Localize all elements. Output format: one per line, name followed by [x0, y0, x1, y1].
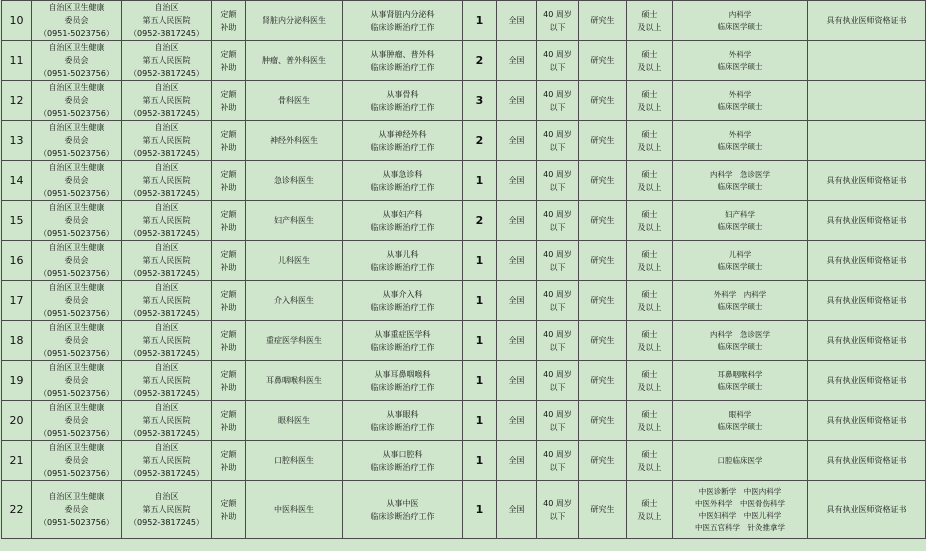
competent-department-cell: 自治区卫生健康 委员会 （0951-5023756）: [32, 81, 122, 121]
major-requirement-cell: 外科学 临床医学硕士: [673, 41, 808, 81]
funding-type-cell: 定额 补助: [212, 241, 246, 281]
age-requirement-cell: 40 周岁 以下: [537, 81, 579, 121]
major-requirement-cell: 外科学 临床医学硕士: [673, 121, 808, 161]
competent-department-cell: 自治区卫生健康 委员会 （0951-5023756）: [32, 121, 122, 161]
row-number: 21: [2, 441, 32, 481]
other-requirement-cell: [808, 81, 926, 121]
funding-type-cell: 定额 补助: [212, 161, 246, 201]
competent-department-cell: 自治区卫生健康 委员会 （0951-5023756）: [32, 321, 122, 361]
employer-unit-cell: 自治区 第五人民医院 （0952-3817245）: [122, 321, 212, 361]
hiring-count-cell: 1: [463, 1, 497, 41]
table-row: [2, 401, 926, 441]
major-requirement-cell: 口腔临床医学: [673, 441, 808, 481]
funding-type-cell: 定额 补助: [212, 481, 246, 539]
hiring-count-cell: 1: [463, 361, 497, 401]
degree-cell: 硕士 及以上: [627, 161, 673, 201]
position-duty-cell: 从事口腔科 临床诊断治疗工作: [343, 441, 463, 481]
row-number: 20: [2, 401, 32, 441]
employer-unit-cell: 自治区 第五人民医院 （0952-3817245）: [122, 241, 212, 281]
age-requirement-cell: 40 周岁 以下: [537, 401, 579, 441]
table-row: [2, 281, 926, 321]
employer-unit-cell: 自治区 第五人民医院 （0952-3817245）: [122, 361, 212, 401]
row-number: 17: [2, 281, 32, 321]
position-duty-cell: 从事重症医学科 临床诊断治疗工作: [343, 321, 463, 361]
degree-cell: 硕士 及以上: [627, 121, 673, 161]
position-name-cell: 眼科医生: [246, 401, 343, 441]
age-requirement-cell: 40 周岁 以下: [537, 441, 579, 481]
other-requirement-cell: 具有执业医师资格证书: [808, 161, 926, 201]
education-cell: 研究生: [579, 121, 627, 161]
table-row: [2, 361, 926, 401]
row-number: 14: [2, 161, 32, 201]
row-number: 18: [2, 321, 32, 361]
age-requirement-cell: 40 周岁 以下: [537, 241, 579, 281]
position-duty-cell: 从事儿科 临床诊断治疗工作: [343, 241, 463, 281]
major-requirement-cell: 中医诊断学 中医内科学 中医外科学 中医骨伤科学 中医妇科学 中医儿科学 中医五官科学 针灸推拿学: [673, 481, 808, 539]
other-requirement-cell: 具有执业医师资格证书: [808, 481, 926, 539]
age-requirement-cell: 40 周岁 以下: [537, 321, 579, 361]
education-cell: 研究生: [579, 481, 627, 539]
competent-department-cell: 自治区卫生健康 委员会 （0951-5023756）: [32, 481, 122, 539]
competent-department-cell: 自治区卫生健康 委员会 （0951-5023756）: [32, 41, 122, 81]
funding-type-cell: 定额 补助: [212, 41, 246, 81]
hiring-count-cell: 1: [463, 281, 497, 321]
employer-unit-cell: 自治区 第五人民医院 （0952-3817245）: [122, 401, 212, 441]
degree-cell: 硕士 及以上: [627, 361, 673, 401]
recruit-scope-cell: 全国: [497, 321, 537, 361]
competent-department-cell: 自治区卫生健康 委员会 （0951-5023756）: [32, 441, 122, 481]
employer-unit-cell: 自治区 第五人民医院 （0952-3817245）: [122, 161, 212, 201]
table-row: [2, 81, 926, 121]
degree-cell: 硕士 及以上: [627, 201, 673, 241]
hiring-count-cell: 2: [463, 121, 497, 161]
employer-unit-cell: 自治区 第五人民医院 （0952-3817245）: [122, 281, 212, 321]
recruit-scope-cell: 全国: [497, 1, 537, 41]
funding-type-cell: 定额 补助: [212, 281, 246, 321]
funding-type-cell: 定额 补助: [212, 1, 246, 41]
row-number: 16: [2, 241, 32, 281]
funding-type-cell: 定额 补助: [212, 441, 246, 481]
degree-cell: 硕士 及以上: [627, 1, 673, 41]
major-requirement-cell: 内科学 急诊医学 临床医学硕士: [673, 321, 808, 361]
major-requirement-cell: 外科学 内科学 临床医学硕士: [673, 281, 808, 321]
competent-department-cell: 自治区卫生健康 委员会 （0951-5023756）: [32, 1, 122, 41]
position-name-cell: 神经外科医生: [246, 121, 343, 161]
row-number: 11: [2, 41, 32, 81]
hiring-count-cell: 1: [463, 441, 497, 481]
education-cell: 研究生: [579, 41, 627, 81]
education-cell: 研究生: [579, 201, 627, 241]
table-row: [2, 41, 926, 81]
position-duty-cell: 从事神经外科 临床诊断治疗工作: [343, 121, 463, 161]
hiring-count-cell: 2: [463, 201, 497, 241]
position-duty-cell: 从事耳鼻咽喉科 临床诊断治疗工作: [343, 361, 463, 401]
education-cell: 研究生: [579, 321, 627, 361]
recruit-scope-cell: 全国: [497, 241, 537, 281]
position-duty-cell: 从事中医 临床诊断治疗工作: [343, 481, 463, 539]
position-name-cell: 耳鼻咽喉科医生: [246, 361, 343, 401]
hiring-count-cell: 1: [463, 161, 497, 201]
age-requirement-cell: 40 周岁 以下: [537, 481, 579, 539]
recruit-scope-cell: 全国: [497, 481, 537, 539]
other-requirement-cell: [808, 41, 926, 81]
age-requirement-cell: 40 周岁 以下: [537, 41, 579, 81]
position-name-cell: 口腔科医生: [246, 441, 343, 481]
recruit-scope-cell: 全国: [497, 201, 537, 241]
competent-department-cell: 自治区卫生健康 委员会 （0951-5023756）: [32, 201, 122, 241]
table-row: [2, 481, 926, 539]
funding-type-cell: 定额 补助: [212, 201, 246, 241]
hiring-count-cell: 1: [463, 241, 497, 281]
funding-type-cell: 定额 补助: [212, 121, 246, 161]
position-name-cell: 儿科医生: [246, 241, 343, 281]
position-duty-cell: 从事急诊科 临床诊断治疗工作: [343, 161, 463, 201]
hiring-count-cell: 3: [463, 81, 497, 121]
recruit-scope-cell: 全国: [497, 41, 537, 81]
funding-type-cell: 定额 补助: [212, 361, 246, 401]
table-row: [2, 201, 926, 241]
other-requirement-cell: 具有执业医师资格证书: [808, 361, 926, 401]
table-body: [2, 1, 926, 539]
row-number: 22: [2, 481, 32, 539]
other-requirement-cell: 具有执业医师资格证书: [808, 321, 926, 361]
employer-unit-cell: 自治区 第五人民医院 （0952-3817245）: [122, 201, 212, 241]
position-name-cell: 介入科医生: [246, 281, 343, 321]
age-requirement-cell: 40 周岁 以下: [537, 121, 579, 161]
degree-cell: 硕士 及以上: [627, 481, 673, 539]
other-requirement-cell: 具有执业医师资格证书: [808, 241, 926, 281]
employer-unit-cell: 自治区 第五人民医院 （0952-3817245）: [122, 81, 212, 121]
education-cell: 研究生: [579, 281, 627, 321]
position-duty-cell: 从事骨科 临床诊断治疗工作: [343, 81, 463, 121]
row-number: 19: [2, 361, 32, 401]
table-row: [2, 321, 926, 361]
competent-department-cell: 自治区卫生健康 委员会 （0951-5023756）: [32, 161, 122, 201]
major-requirement-cell: 内科学 临床医学硕士: [673, 1, 808, 41]
education-cell: 研究生: [579, 1, 627, 41]
degree-cell: 硕士 及以上: [627, 241, 673, 281]
recruit-scope-cell: 全国: [497, 401, 537, 441]
position-duty-cell: 从事肾脏内分泌科 临床诊断治疗工作: [343, 1, 463, 41]
hiring-count-cell: 1: [463, 321, 497, 361]
employer-unit-cell: 自治区 第五人民医院 （0952-3817245）: [122, 481, 212, 539]
other-requirement-cell: [808, 121, 926, 161]
recruit-scope-cell: 全国: [497, 281, 537, 321]
major-requirement-cell: 儿科学 临床医学硕士: [673, 241, 808, 281]
hiring-count-cell: 1: [463, 481, 497, 539]
position-duty-cell: 从事介入科 临床诊断治疗工作: [343, 281, 463, 321]
age-requirement-cell: 40 周岁 以下: [537, 201, 579, 241]
other-requirement-cell: 具有执业医师资格证书: [808, 281, 926, 321]
position-duty-cell: 从事肿瘤、普外科 临床诊断治疗工作: [343, 41, 463, 81]
funding-type-cell: 定额 补助: [212, 321, 246, 361]
row-number: 13: [2, 121, 32, 161]
hiring-count-cell: 1: [463, 401, 497, 441]
employer-unit-cell: 自治区 第五人民医院 （0952-3817245）: [122, 121, 212, 161]
other-requirement-cell: 具有执业医师资格证书: [808, 1, 926, 41]
education-cell: 研究生: [579, 361, 627, 401]
table-row: [2, 121, 926, 161]
position-name-cell: 肾脏内分泌科医生: [246, 1, 343, 41]
major-requirement-cell: 外科学 临床医学硕士: [673, 81, 808, 121]
age-requirement-cell: 40 周岁 以下: [537, 161, 579, 201]
funding-type-cell: 定额 补助: [212, 81, 246, 121]
row-number: 15: [2, 201, 32, 241]
other-requirement-cell: 具有执业医师资格证书: [808, 401, 926, 441]
position-name-cell: 肿瘤、普外科医生: [246, 41, 343, 81]
major-requirement-cell: 内科学 急诊医学 临床医学硕士: [673, 161, 808, 201]
age-requirement-cell: 40 周岁 以下: [537, 1, 579, 41]
table-row: [2, 161, 926, 201]
age-requirement-cell: 40 周岁 以下: [537, 281, 579, 321]
education-cell: 研究生: [579, 401, 627, 441]
position-name-cell: 骨科医生: [246, 81, 343, 121]
position-name-cell: 重症医学科医生: [246, 321, 343, 361]
recruit-scope-cell: 全国: [497, 81, 537, 121]
education-cell: 研究生: [579, 81, 627, 121]
competent-department-cell: 自治区卫生健康 委员会 （0951-5023756）: [32, 241, 122, 281]
competent-department-cell: 自治区卫生健康 委员会 （0951-5023756）: [32, 361, 122, 401]
table-row: [2, 441, 926, 481]
degree-cell: 硕士 及以上: [627, 81, 673, 121]
competent-department-cell: 自治区卫生健康 委员会 （0951-5023756）: [32, 401, 122, 441]
competent-department-cell: 自治区卫生健康 委员会 （0951-5023756）: [32, 281, 122, 321]
education-cell: 研究生: [579, 161, 627, 201]
recruit-scope-cell: 全国: [497, 121, 537, 161]
recruit-scope-cell: 全国: [497, 361, 537, 401]
funding-type-cell: 定额 补助: [212, 401, 246, 441]
degree-cell: 硕士 及以上: [627, 441, 673, 481]
recruitment-table: [1, 0, 926, 539]
position-name-cell: 急诊科医生: [246, 161, 343, 201]
other-requirement-cell: 具有执业医师资格证书: [808, 441, 926, 481]
degree-cell: 硕士 及以上: [627, 321, 673, 361]
row-number: 12: [2, 81, 32, 121]
table-row: [2, 241, 926, 281]
employer-unit-cell: 自治区 第五人民医院 （0952-3817245）: [122, 1, 212, 41]
major-requirement-cell: 耳鼻咽喉科学 临床医学硕士: [673, 361, 808, 401]
degree-cell: 硕士 及以上: [627, 281, 673, 321]
recruit-scope-cell: 全国: [497, 441, 537, 481]
position-name-cell: 妇产科医生: [246, 201, 343, 241]
degree-cell: 硕士 及以上: [627, 401, 673, 441]
other-requirement-cell: 具有执业医师资格证书: [808, 201, 926, 241]
row-number: 10: [2, 1, 32, 41]
position-duty-cell: 从事妇产科 临床诊断治疗工作: [343, 201, 463, 241]
major-requirement-cell: 妇产科学 临床医学硕士: [673, 201, 808, 241]
recruit-scope-cell: 全国: [497, 161, 537, 201]
hiring-count-cell: 2: [463, 41, 497, 81]
table-row: [2, 1, 926, 41]
employer-unit-cell: 自治区 第五人民医院 （0952-3817245）: [122, 41, 212, 81]
education-cell: 研究生: [579, 441, 627, 481]
degree-cell: 硕士 及以上: [627, 41, 673, 81]
age-requirement-cell: 40 周岁 以下: [537, 361, 579, 401]
employer-unit-cell: 自治区 第五人民医院 （0952-3817245）: [122, 441, 212, 481]
education-cell: 研究生: [579, 241, 627, 281]
position-name-cell: 中医科医生: [246, 481, 343, 539]
position-duty-cell: 从事眼科 临床诊断治疗工作: [343, 401, 463, 441]
major-requirement-cell: 眼科学 临床医学硕士: [673, 401, 808, 441]
